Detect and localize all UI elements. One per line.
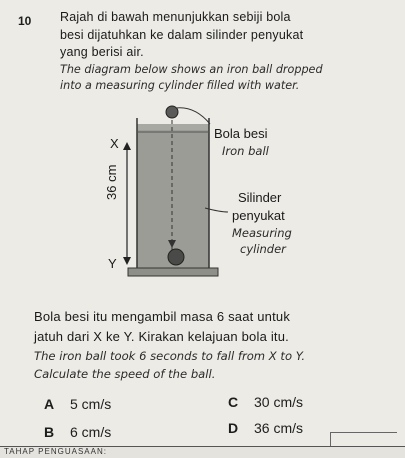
cylinder-label-english-1: Measuring [232,226,292,240]
option-b-letter: B [44,424,55,440]
iron-ball-bottom [168,249,184,265]
intro-malay-line-1: Rajah di bawah menunjukkan sebiji bola [60,10,291,24]
intro-english-line-2: into a measuring cylinder filled with water. [60,79,300,92]
option-d[interactable] [228,420,303,436]
task-malay-line-2: jatuh dari X ke Y. Kirakan kelajuan bola itu. [34,329,289,344]
intro-malay-line-3: yang berisi air. [60,45,144,59]
cylinder-label-english-2: cylinder [240,242,286,256]
task-english-line-1: The iron ball took 6 seconds to fall from X to Y. [34,349,306,363]
option-c-letter: C [228,394,239,410]
label-y: Y [108,256,117,271]
option-d-letter: D [228,420,239,436]
intro-malay-line-2: besi dijatuhkan ke dalam silinder penyukat [60,28,304,42]
ball-leader-line [176,108,210,124]
option-c[interactable] [228,394,303,410]
task-malay-line-1: Bola besi itu mengambil masa 6 saat untuk [34,309,291,324]
cylinder-label-malay-1: Silinder [238,190,282,205]
ball-label-english: Iron ball [222,144,269,158]
option-b-value: 6 cm/s [70,424,112,440]
option-c-value: 30 cm/s [254,394,304,410]
intro-english-line-1: The diagram below shows an iron ball dropped [60,63,323,76]
option-d-value: 36 cm/s [254,420,304,436]
cylinder-label-malay-2: penyukat [232,208,285,223]
task-english-line-2: Calculate the speed of the ball. [34,367,216,381]
question-number: 10 [18,14,32,28]
label-x: X [110,136,119,151]
footer-box [330,432,397,447]
dimension-arrow [123,142,131,265]
option-b[interactable] [44,424,111,440]
option-a-value: 5 cm/s [70,396,112,412]
option-a-letter: A [44,396,55,412]
footer-text: TAHAP PENGUASAAN: [4,447,107,456]
option-a[interactable] [44,396,111,412]
ball-label-malay: Bola besi [214,126,268,141]
length-label: 36 cm [104,164,119,200]
